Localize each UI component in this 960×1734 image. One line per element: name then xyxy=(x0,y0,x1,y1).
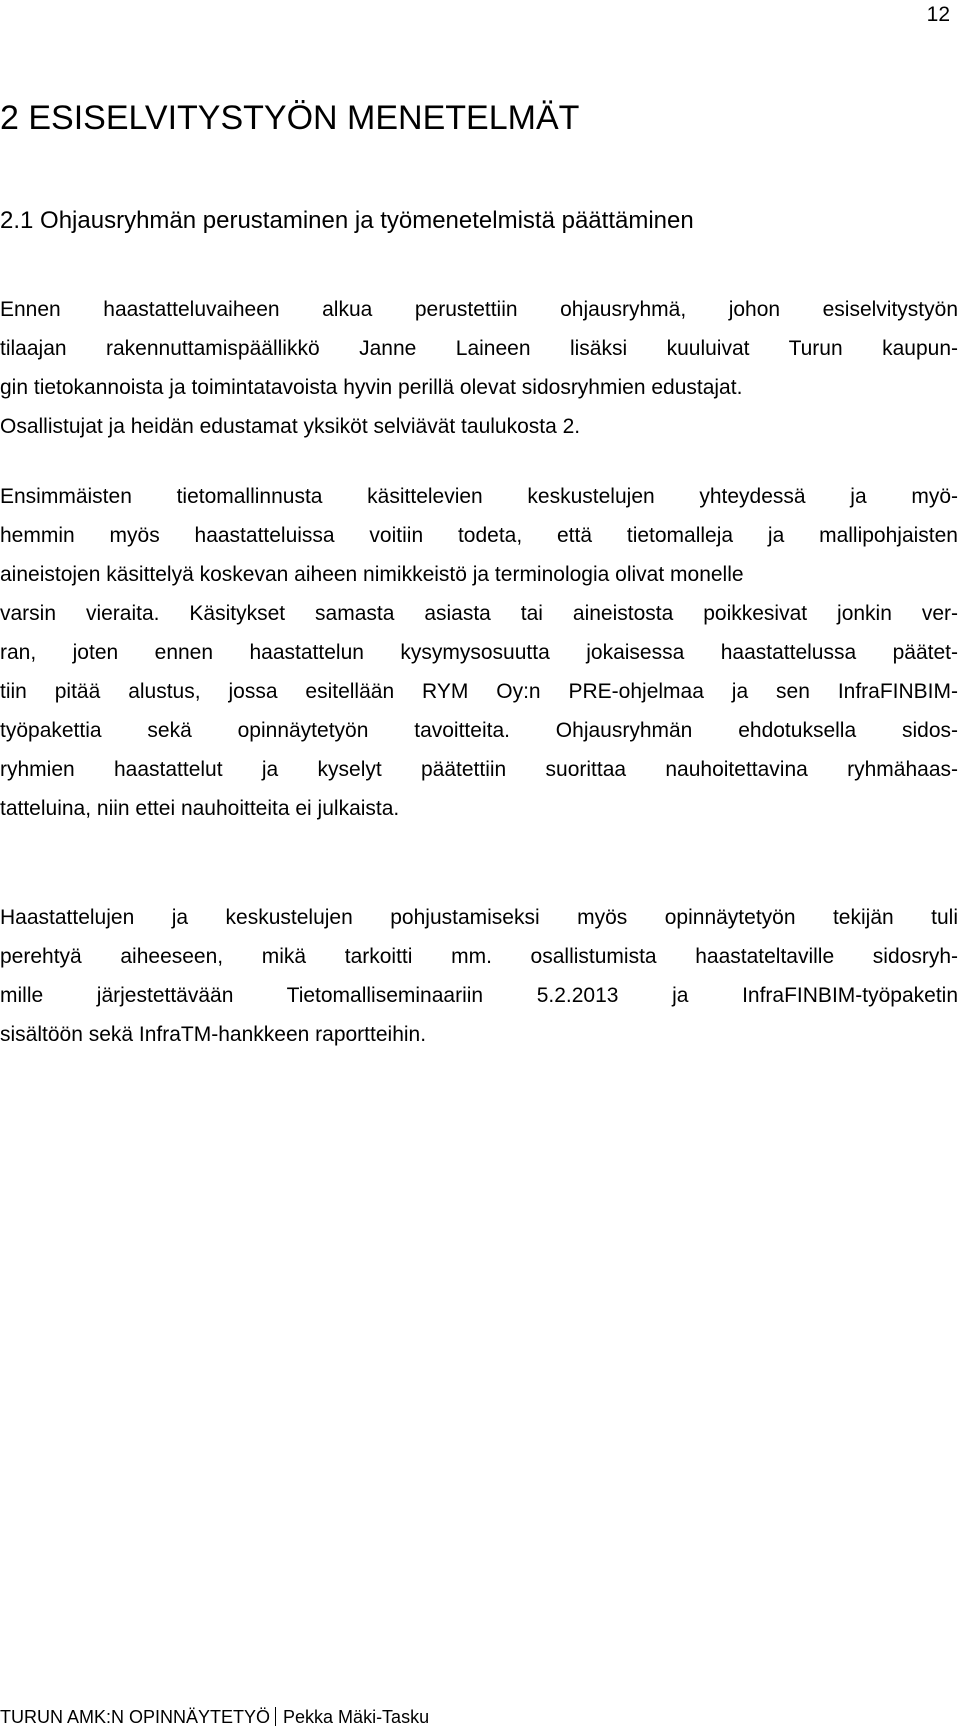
paragraph-line: Haastattelujen ja keskustelujen pohjustamiseksi myös opinnäytetyön tekijän tuli xyxy=(0,906,958,929)
paragraph-3 xyxy=(0,898,958,1054)
section-title: 2.1 Ohjausryhmän perustaminen ja työmenetelmistä päättäminen xyxy=(0,207,694,234)
paragraph-line: ran, joten ennen haastattelun kysymysosuutta jokaisessa haastattelussa päätet- xyxy=(0,641,958,664)
paragraph-line: gin tietokannoista ja toimintatavoista hyvin perillä olevat sidosryhmien edustajat. xyxy=(0,376,743,399)
paragraph-line: aineistojen käsittelyä koskevan aiheen nimikkeistö ja terminologia olivat monelle xyxy=(0,563,744,586)
paragraph-line: mille järjestettävään Tietomalliseminaariin 5.2.2013 ja InfraFINBIM-työpaketin xyxy=(0,984,958,1007)
paragraph-line: tatteluina, niin ettei nauhoitteita ei julkaista. xyxy=(0,797,400,820)
paragraph-line: hemmin myös haastatteluissa voitiin todeta, että tietomalleja ja mallipohjaisten xyxy=(0,524,958,547)
paragraph-line: tilaajan rakennuttamispäällikkö Janne Laineen lisäksi kuuluivat Turun kaupun- xyxy=(0,337,958,360)
paragraph-line: perehtyä aiheeseen, mikä tarkoitti mm. osallistumista haastateltaville sidosryh- xyxy=(0,945,958,968)
footer-institution: TURUN AMK:N OPINNÄYTETYÖ xyxy=(0,1707,271,1727)
page-number: 12 xyxy=(926,3,950,26)
footer-author: Pekka Mäki-Tasku xyxy=(283,1707,430,1727)
paragraph-line: varsin vieraita. Käsitykset samasta asiasta tai aineistosta poikkesivat jonkin ver- xyxy=(0,602,958,625)
chapter-title: 2 ESISELVITYSTYÖN MENETELMÄT xyxy=(0,99,580,137)
paragraph-2 xyxy=(0,477,958,828)
paragraph-line: Osallistujat ja heidän edustamat yksiköt selviävät taulukosta 2. xyxy=(0,415,581,438)
paragraph-line: Ensimmäisten tietomallinnusta käsittelevien keskustelujen yhteydessä ja myö- xyxy=(0,485,958,508)
footer-separator xyxy=(275,1707,276,1726)
page-footer xyxy=(0,1705,429,1729)
paragraph-line: tiin pitää alustus, jossa esitellään RYM Oy:n PRE-ohjelmaa ja sen InfraFINBIM- xyxy=(0,680,958,703)
paragraph-1 xyxy=(0,290,958,446)
paragraph-line: Ennen haastatteluvaiheen alkua perustettiin ohjausryhmä, johon esiselvitystyön xyxy=(0,298,958,321)
paragraph-line: työpakettia sekä opinnäytetyön tavoitteita. Ohjausryhmän ehdotuksella sidos- xyxy=(0,719,958,742)
paragraph-line: ryhmien haastattelut ja kyselyt päätettiin suorittaa nauhoitettavina ryhmähaas- xyxy=(0,758,958,781)
paragraph-line: sisältöön sekä InfraTM-hankkeen raportteihin. xyxy=(0,1023,427,1046)
